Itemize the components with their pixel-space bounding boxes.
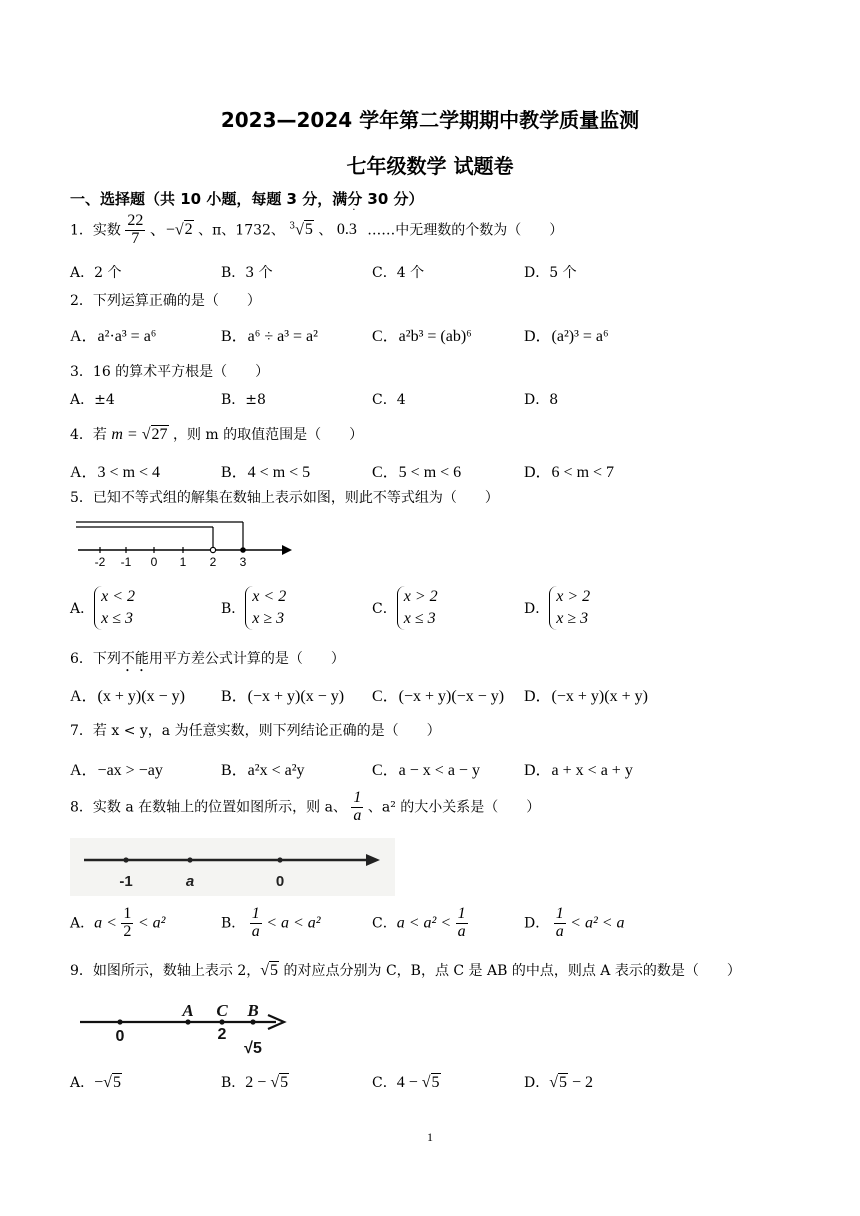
q8-option-d-num: 1 — [555, 905, 564, 922]
q9-option-b-pre: 2 − — [245, 1074, 271, 1091]
q1-rest: 、π、1732、 — [198, 222, 285, 239]
q5-axis-label-2: 2 — [209, 555, 217, 569]
q1-option-b[interactable]: B．3 个 — [221, 265, 273, 281]
q2-option-c[interactable]: C．a²b³ = (ab)⁶ — [372, 328, 472, 345]
q1-option-a[interactable]: A．2 个 — [70, 265, 122, 281]
q8-option-b-num: 1 — [251, 905, 260, 922]
q1-suffix: ……中无理数的个数为（ ） — [367, 222, 564, 239]
question-2: 2．下列运算正确的是（ ） — [70, 293, 261, 309]
q8-option-c-num: 1 — [457, 905, 466, 922]
q8-axis-label-a: a — [185, 873, 195, 890]
q8-frac-den: a — [353, 806, 362, 824]
q7-option-b[interactable]: B．a²x < a²y — [221, 762, 305, 779]
question-9: 9．如图所示，数轴上表示 2，√5 的对应点分别为 C，B，点 C 是 AB 的中点，则点 A 表示的数是（ ） — [70, 962, 741, 979]
question-4: 4．若 m = √27 ，则 m 的取值范围是（ ） — [70, 426, 364, 443]
q5-option-b-label: B． — [221, 601, 246, 617]
q5-option-c-line2: x ≤ 3 — [403, 610, 436, 627]
q9-option-c-label: C． — [372, 1075, 397, 1091]
q9-option-c-pre: 4 − — [396, 1074, 422, 1091]
q8-option-a-num: 1 — [123, 905, 132, 922]
q4-option-d[interactable]: D．6 < m < 7 — [524, 464, 615, 481]
q5-option-c[interactable] — [372, 586, 438, 630]
question-5: 5．已知不等式组的解集在数轴上表示如图，则此不等式组为（ ） — [70, 490, 499, 506]
q9-option-b-label: B． — [221, 1075, 246, 1091]
q9-label-0: 0 — [115, 1028, 125, 1045]
question-8 — [70, 790, 540, 825]
q9-option-b-rad: 5 — [280, 1074, 289, 1091]
q8-axis-label-0: 0 — [275, 873, 285, 890]
q6-stem-emphasis: 不能 — [120, 651, 149, 667]
q8-prefix: 8．实数 a 在数轴上的位置如图所示，则 a、 — [70, 799, 347, 816]
q5-axis-label-m2: -2 — [94, 555, 106, 569]
q8-option-b[interactable] — [221, 906, 321, 941]
q8-option-a-den: 2 — [123, 922, 132, 940]
q8-option-c-label: C． — [372, 915, 397, 932]
q8-option-b-right: < a < a² — [266, 914, 321, 932]
q6-option-d[interactable]: D．(−x + y)(x + y) — [524, 688, 648, 705]
q9-suffix: 的对应点分别为 C，B，点 C 是 AB 的中点，则点 A 表示的数是（ ） — [283, 963, 741, 979]
q8-option-d-right: < a² < a — [570, 914, 625, 932]
q9-option-b[interactable]: B．2 − √5 — [221, 1074, 289, 1091]
q5-number-line-figure — [70, 518, 300, 570]
q9-label-c: C — [216, 1001, 228, 1020]
q5-option-d-line1: x > 2 — [556, 588, 591, 605]
q9-option-a[interactable]: A．−√5 — [70, 1074, 121, 1091]
q5-option-d-line2: x ≥ 3 — [556, 610, 589, 627]
q5-option-a-label: A． — [70, 601, 95, 617]
q9-option-d-rad: 5 — [559, 1074, 568, 1091]
page-title: 2023—2024 学年第二学期期中教学质量监测 — [220, 108, 640, 132]
q8-option-c[interactable] — [372, 906, 468, 941]
q6-stem-a: 6．下列 — [70, 651, 121, 667]
q1-sep2: 、 — [318, 222, 333, 239]
question-6 — [70, 648, 345, 675]
q1-prefix: 1．实数 — [70, 222, 121, 239]
q5-option-c-label: C． — [372, 601, 397, 617]
q3-option-d[interactable]: D．8 — [524, 392, 559, 408]
q5-axis-label-0: 0 — [150, 555, 158, 569]
q8-option-d-label: D． — [524, 915, 550, 932]
section-heading: 一、选择题（共 10 小题，每题 3 分，满分 30 分） — [70, 190, 424, 208]
q8-option-a[interactable] — [70, 906, 165, 941]
q6-option-c[interactable]: C．(−x + y)(−x − y) — [372, 688, 505, 705]
q1-cuberoot-index: 3 — [289, 221, 296, 232]
q4-prefix: 4．若 — [70, 427, 107, 443]
q5-option-a-line1: x < 2 — [101, 588, 136, 605]
q8-frac-num: 1 — [353, 789, 362, 806]
q5-option-b-line2: x ≥ 3 — [252, 610, 285, 627]
q1-frac-den: 7 — [131, 229, 140, 247]
q9-rad: 5 — [270, 962, 279, 979]
q5-option-d-label: D． — [524, 601, 550, 617]
q8-option-c-den: a — [457, 922, 466, 940]
q7-option-c[interactable]: C．a − x < a − y — [372, 762, 480, 779]
q5-axis-label-1: 1 — [179, 555, 187, 569]
q2-option-b[interactable]: B．a⁶ ÷ a³ = a² — [221, 328, 318, 345]
q6-option-a[interactable]: A．(x + y)(x − y) — [70, 688, 185, 705]
q5-option-c-line1: x > 2 — [403, 588, 438, 605]
q8-number-line-figure — [70, 838, 395, 896]
q9-option-d-post: − 2 — [568, 1074, 594, 1091]
q9-label-b: B — [247, 1001, 259, 1020]
q9-option-a-rad: 5 — [112, 1074, 121, 1091]
q9-prefix: 9．如图所示，数轴上表示 2， — [70, 963, 261, 979]
q9-option-a-label: A． — [70, 1075, 95, 1091]
q8-suffix: 、a² 的大小关系是（ ） — [367, 799, 541, 816]
q8-option-b-label: B． — [221, 915, 246, 932]
q8-fraction — [351, 790, 363, 825]
q8-option-a-label: A． — [70, 915, 95, 932]
q5-option-b-line1: x < 2 — [252, 588, 287, 605]
q1-frac-num: 22 — [127, 212, 144, 229]
q9-option-d[interactable]: D．√5 − 2 — [524, 1074, 594, 1091]
question-1: 1．实数 $\frac{22}{7}$ 、−√2 、π、1732、 $^3$√5 、 0.3˙ ……中无理数的个数为（ ） — [70, 207, 564, 247]
q1-repeat-decimal: 0.3 — [336, 221, 357, 239]
q8-axis-label-m1: -1 — [119, 873, 133, 890]
q7-option-d[interactable]: D．a + x < a + y — [524, 762, 633, 779]
q5-option-a[interactable] — [70, 586, 135, 630]
q9-label-a: A — [182, 1001, 194, 1020]
question-3: 3．16 的算术平方根是（ ） — [70, 364, 270, 380]
q9-label-2: 2 — [217, 1026, 227, 1043]
q1-fraction — [125, 213, 145, 248]
q9-option-c-rad: 5 — [431, 1074, 440, 1091]
q6-option-b[interactable]: B．(−x + y)(x − y) — [221, 688, 345, 705]
q5-option-b[interactable] — [221, 586, 286, 630]
q4-option-c[interactable]: C．5 < m < 6 — [372, 464, 462, 481]
q9-number-line-figure — [70, 998, 295, 1058]
q9-label-sqrt5: √5 — [244, 1040, 262, 1057]
page-number: 1 — [427, 1130, 433, 1144]
q3-option-c[interactable]: C．4 — [372, 392, 406, 408]
q7-option-a[interactable]: A．−ax > −ay — [70, 762, 163, 779]
q4-option-b[interactable]: B．4 < m < 5 — [221, 464, 311, 481]
q9-option-d-label: D． — [524, 1075, 550, 1091]
q4-option-a[interactable]: A．3 < m < 4 — [70, 464, 161, 481]
page-subtitle: 七年级数学 试题卷 — [346, 154, 514, 178]
q3-option-a[interactable]: A．±4 — [70, 392, 115, 408]
question-7: 7．若 x < y，a 为任意实数，则下列结论正确的是（ ） — [70, 723, 441, 739]
q2-option-a[interactable]: A．a²·a³ = a⁶ — [70, 328, 157, 345]
q8-option-a-left: a < — [94, 914, 117, 932]
q9-option-c[interactable]: C．4 − √5 — [372, 1074, 440, 1091]
q1-sep1: 、− — [149, 221, 175, 239]
q4-rad: 27 — [151, 426, 168, 443]
q1-option-c[interactable]: C．4 个 — [372, 265, 425, 281]
q9-option-a-pre: − — [94, 1074, 104, 1091]
q1-sqrt2: 2 — [184, 221, 193, 239]
q8-option-d[interactable] — [524, 906, 625, 941]
q4-expr: m = — [111, 426, 142, 443]
q2-option-d[interactable]: D．(a²)³ = a⁶ — [524, 328, 609, 345]
q5-option-a-line2: x ≤ 3 — [101, 610, 134, 627]
q4-suffix: ，则 m 的取值范围是（ ） — [172, 427, 364, 443]
q5-option-d[interactable] — [524, 586, 590, 630]
q8-option-d-den: a — [555, 922, 564, 940]
q5-axis-label-m1: -1 — [120, 555, 132, 569]
q5-axis-label-3: 3 — [239, 555, 247, 569]
q3-option-b[interactable]: B．±8 — [221, 392, 266, 408]
q8-option-c-left: a < a² < — [396, 914, 452, 932]
q1-cuberoot-rad: 5 — [304, 221, 313, 239]
q8-option-a-right: < a² — [137, 914, 166, 932]
q6-stem-c: 用平方差公式计算的是（ ） — [148, 651, 345, 667]
q1-option-d[interactable]: D．5 个 — [524, 265, 577, 281]
q8-option-b-den: a — [251, 922, 260, 940]
